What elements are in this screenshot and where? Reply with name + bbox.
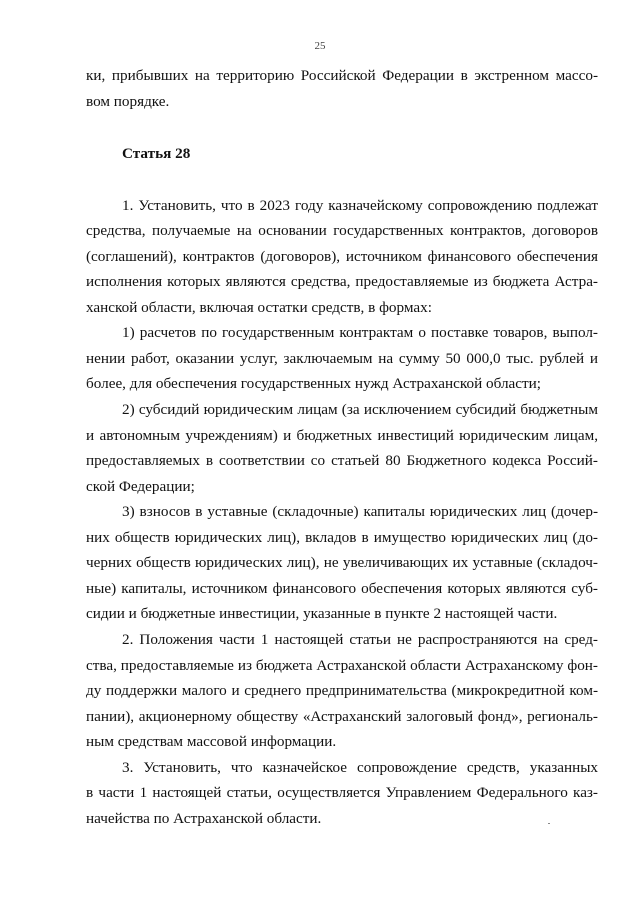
page-number: 25 (314, 40, 326, 52)
text-line: вом порядке. (86, 93, 170, 110)
text-line: начейства по Астраханской области. (86, 810, 322, 827)
text-line: нении работ, оказании услуг, заключаемым на сумму 50 000,0 тыс. рублей и (86, 350, 598, 367)
text-line: 2. Положения части 1 настоящей статьи не распространяются на сред- (122, 631, 598, 648)
text-line: ской Федерации; (86, 478, 195, 495)
text-line: средства, получаемые на основании государственных контрактов, договоров (86, 222, 598, 239)
text-line: них обществ юридических лиц), вкладов в имущество юридических лиц (до- (86, 529, 598, 546)
text-line: и автономным учреждениям) и бюджетных инвестиций юридическим лицам, (86, 427, 598, 444)
text-line: ные) капиталы, источником финансового обеспечения которых являются суб- (86, 580, 598, 597)
text-line: пании), акционерному обществу «Астраханский залоговый фонд», региональ- (86, 708, 598, 725)
text-line: 3) взносов в уставные (складочные) капиталы юридических лиц (дочер- (122, 503, 598, 520)
text-line: 3. Установить, что казначейское сопровождение средств, указанных (122, 759, 598, 776)
text-line: исполнения которых являются средства, предоставляемые из бюджета Астра- (86, 273, 598, 290)
scan-speck (548, 823, 550, 824)
article-heading: Статья 28 (122, 145, 191, 162)
text-line: сидии и бюджетные инвестиции, указанные в пункте 2 настоящей части. (86, 605, 558, 622)
text-line: черних обществ юридических лиц), не увеличивающих их уставные (складоч- (86, 554, 598, 571)
text-line: 1. Установить, что в 2023 году казначейскому сопровождению подлежат (122, 197, 598, 214)
text-line: более, для обеспечения государственных нужд Астраханской области; (86, 375, 542, 392)
text-line: (соглашений), контрактов (договоров), источником финансового обеспечения (86, 248, 598, 265)
text-line: ным средствам массовой информации. (86, 733, 337, 750)
text-line: ки, прибывших на территорию Российской Федерации в экстренном массо- (86, 67, 598, 84)
text-line: предоставляемых в соответствии со статьей 80 Бюджетного кодекса Россий- (86, 452, 598, 469)
text-line: ду поддержки малого и среднего предпринимательства (микрокредитной ком- (86, 682, 598, 699)
text-line: ханской области, включая остатки средств, в формах: (86, 299, 432, 316)
text-line: 2) субсидий юридическим лицам (за исключением субсидий бюджетным (122, 401, 598, 418)
text-line: в части 1 настоящей статьи, осуществляется Управлением Федерального каз- (86, 784, 598, 801)
text-line: 1) расчетов по государственным контрактам о поставке товаров, выпол- (122, 324, 598, 341)
text-line: ства, предоставляемые из бюджета Астраханской области Астраханскому фон- (86, 657, 598, 674)
